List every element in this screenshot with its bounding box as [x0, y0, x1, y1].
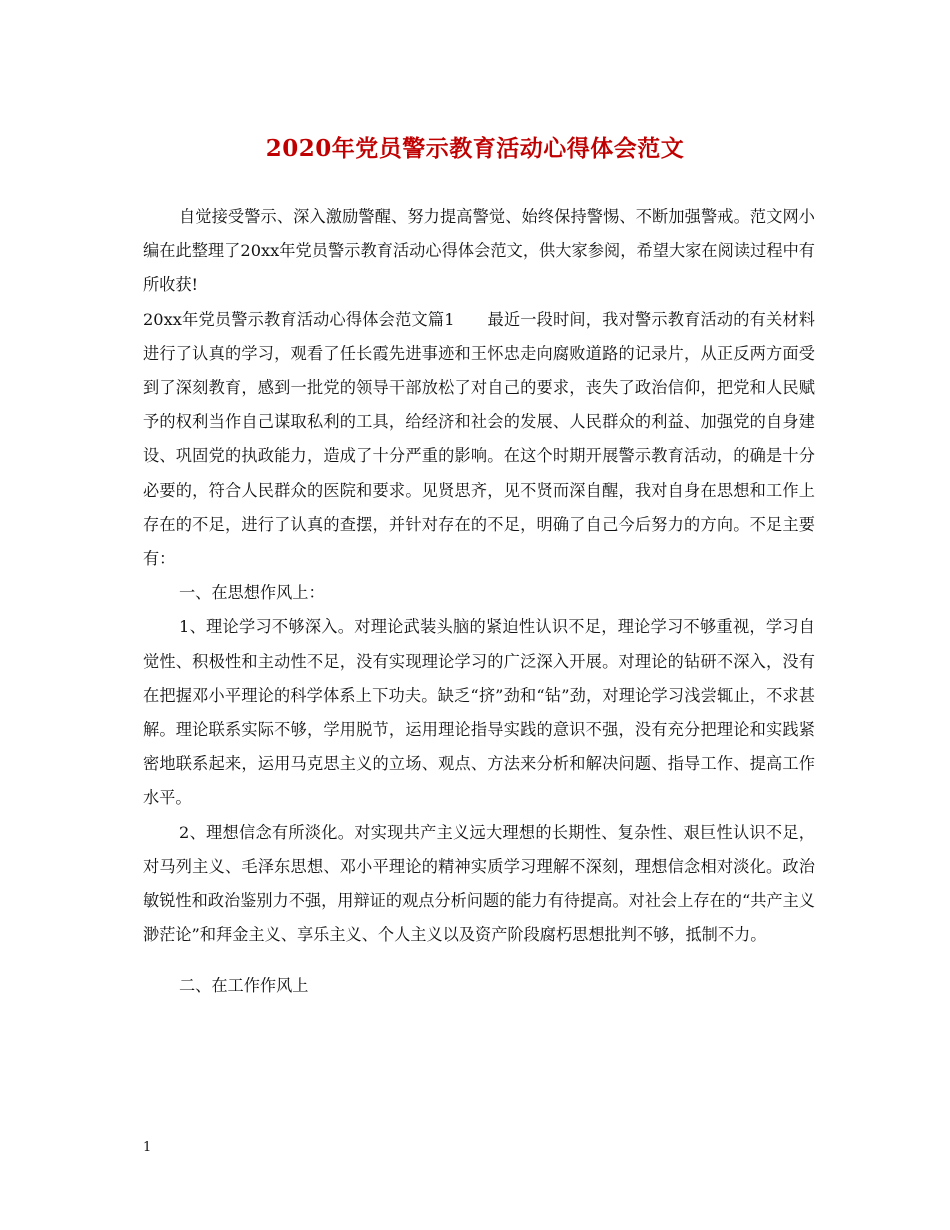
document-title: 2020年党员警示教育活动心得体会范文	[265, 135, 685, 162]
point-2-paragraph: 2、理想信念有所淡化。对实现共产主义远大理想的长期性、复杂性、艰巨性认识不足，对马列主义、毛泽东思想、邓小平理论的精神实质学习理解不深刻，理想信念相对淡化。政治敏锐性和政治鉴别力不强，用辩证的观点分析问题的能力有待提高。对社会上存在的“共产主义渺茫论”和拜金主义、享乐主义、个人主义以及资产阶段腐朽思想批判不够，抵制不力。	[143, 822, 815, 945]
section-heading-work: 二、在工作作风上	[179, 976, 309, 996]
document-body	[143, 200, 815, 1004]
intro-paragraph: 自觉接受警示、深入激励警醒、努力提高警觉、始终保持警惕、不断加强警戒。范文网小编在此整理了20xx年党员警示教育活动心得体会范文，供大家参阅，希望大家在阅读过程中有所收获!	[143, 207, 815, 295]
article-paragraph: 20xx年党员警示教育活动心得体会范文篇1 最近一段时间，我对警示教育活动的有关材料进行了认真的学习，观看了任长霞先进事迹和王怀忠走向腐败道路的记录片，从正反两方面受到了深刻教育，感到一批党的领导干部放松了对自己的要求，丧失了政治信仰，把党和人民赋予的权利当作自己谋取私利的工具，给经济和社会的发展、人民群众的利益、加强党的自身建设、巩固党的执政能力，造成了十分严重的影响。在这个时期开展警示教育活动，的确是十分必要的，符合人民群众的医院和要求。见贤思齐，见不贤而深自醒，我对自身在思想和工作上存在的不足，进行了认真的查摆，并针对存在的不足，明确了自己今后努力的方向。不足主要有：	[143, 309, 815, 569]
page-number: 1	[143, 1140, 152, 1155]
section-heading-thinking: 一、在思想作风上：	[179, 583, 325, 603]
point-1-paragraph: 1、理论学习不够深入。对理论武装头脑的紧迫性认识不足，理论学习不够重视，学习自觉性、积极性和主动性不足，没有实现理论学习的广泛深入开展。对理论的钻研不深入，没有在把握邓小平理论的科学体系上下功夫。缺乏“挤”劲和“钻”劲，对理论学习浅尝辄止，不求甚解。理论联系实际不够，学用脱节，运用理论指导实践的意识不强，没有充分把理论和实践紧密地联系起来，运用马克思主义的立场、观点、方法来分析和解决问题、指导工作、提高工作水平。	[143, 617, 815, 808]
